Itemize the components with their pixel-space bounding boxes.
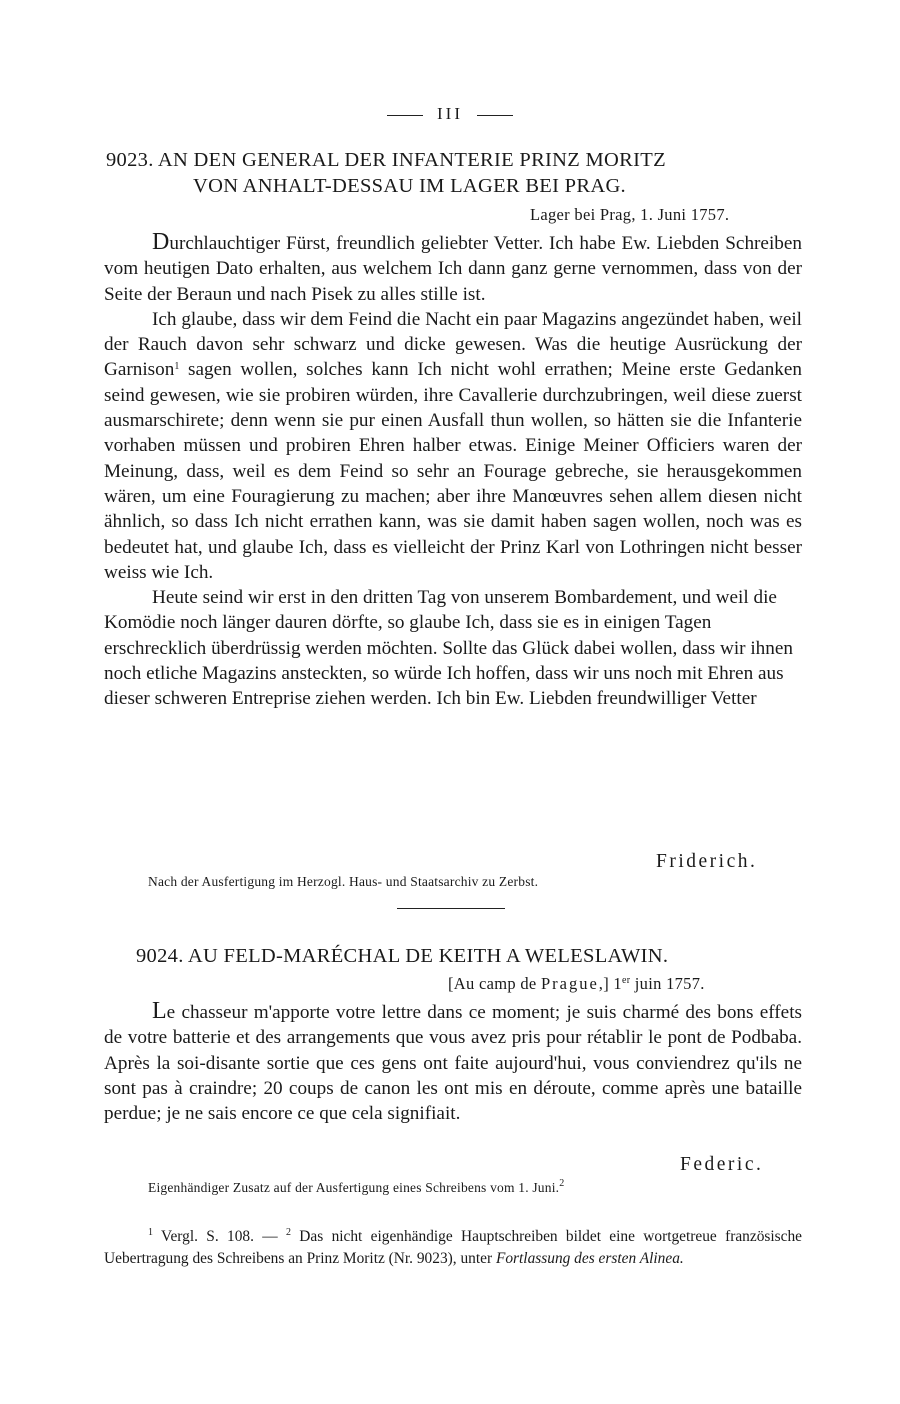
footnote-ref-2: 2 [559, 1178, 565, 1189]
letter-9024-source-note: Eigenhändiger Zusatz auf der Ausfertigung eines Schreibens vom 1. Juni.$^2$ [148, 1178, 565, 1195]
letter-9023-initial: D [152, 229, 170, 255]
letter-9023-paragraph-1: Durchlauchtiger Fürst, freundlich geliebter Vetter. Ich habe Ew. Liebden Schreiben vom heutigen Dato erhalten, aus welchem Ich dann ganz gerne vernommen, dass von der Seite der Beraun und nach Pisek zu alles stille ist. [104, 229, 802, 305]
letter-9023-dateline: Lager bei Prag, 1. Juni 1757. [530, 205, 730, 224]
letter-9024-heading: 9024. AU FELD-MARÉCHAL DE KEITH A WELESLAWIN. [136, 945, 669, 967]
letter-9024-dateline: [Au camp de Prague,] 1er juin 1757. [448, 974, 705, 993]
page-number-line [0, 104, 900, 124]
section-divider [397, 908, 505, 909]
footnote-ref-1: 1 [174, 361, 180, 373]
letter-9024-paragraph-1: Le chasseur m'apporte votre lettre dans ce moment; je suis charmé des bons effets de votre batterie et des arrangements que vous avez pris pour rétablir le pont de Podbaba. Après la soi-disante sortie que ces gens ont faite aujourd'hui, vous conviendrez qu'ils ne sont pas à craindre; 20 coups de canon les ont mis en déroute, comme après une bataille perdue; je ne sais encore ce que cela signifiait. [104, 998, 802, 1125]
page-number-dash-right [477, 115, 513, 116]
letter-9023-body [104, 231, 802, 712]
letter-9023-paragraph-3: Heute seind wir erst in den dritten Tag von unserem Bombardement, und weil die Komödie noch länger dauren dörfte, so glaube Ich, dass sie es in einigen Tagen erschrecklich überdrüssig werden möchten. Sollte das Glück dabei wollen, dass wir ihnen noch etliche Magazins ansteckten, so würde Ich hoffen, dass wir uns noch mit Ehren aus dieser schweren Entreprise ziehen werden. Ich bin Ew. Liebden freundwilliger Vetter [104, 587, 793, 710]
page-number: III [437, 104, 463, 123]
letter-9023-paragraph-2: Ich glaube, dass wir dem Feind die Nacht ein paar Magazins angezündet haben, weil der Rauch davon sehr schwarz und dicke gewesen. Was die heutige Ausrückung der Garnison$^1$ sagen wollen, solches kann Ich nicht wohl errathen; Meine erste Gedanken seind gewesen, wie sie probiren würden, ihre Cavallerie durchzubringen, weil diese zuerst ausmarschirete; denn wenn sie pur einen Ausfall thun wollen, so hätten sie die Infanterie vorhaben müssen und probiren Ehren halber etwas. Einige Meiner Officiers waren der Meinung, dass, weil es dem Feind so sehr an Fourage gebreche, sie herausgekommen wären, um eine Fouragierung zu machen; aber ihre Manœuvres sehen allem diesen nicht ähnlich, so dass Ich nicht errathen kann, was sie damit haben sagen wollen, noch was es bedeutet hat, und glaube Ich, dass es vielleicht der Prinz Karl von Lothringen nicht besser weiss wie Ich. [104, 308, 802, 583]
footnotes [104, 1226, 802, 1270]
letter-9024-body [104, 1000, 802, 1126]
letter-9023-heading-line1: 9023. AN DEN GENERAL DER INFANTERIE PRINZ MORITZ [106, 149, 666, 171]
page-number-dash-left [387, 115, 423, 116]
letter-9023-signature: Friderich. [656, 851, 758, 872]
letter-9023-heading-line2: VON ANHALT-DESSAU IM LAGER BEI PRAG. [193, 175, 626, 197]
footnote-text: $^1$ Vergl. S. 108. — $^2$ Das nicht eigenhändige Hauptschreiben bildet eine wortgetreue französische Uebertragung des Schreibens an Prinz Moritz (Nr. 9023), unter Fortlassung des ersten Alinea. [104, 1227, 802, 1267]
letter-9024-signature: Federic. [680, 1154, 764, 1175]
letter-9023-source-note: Nach der Ausfertigung im Herzogl. Haus- und Staatsarchiv zu Zerbst. [148, 874, 539, 889]
letter-9024-initial: L [152, 998, 167, 1024]
